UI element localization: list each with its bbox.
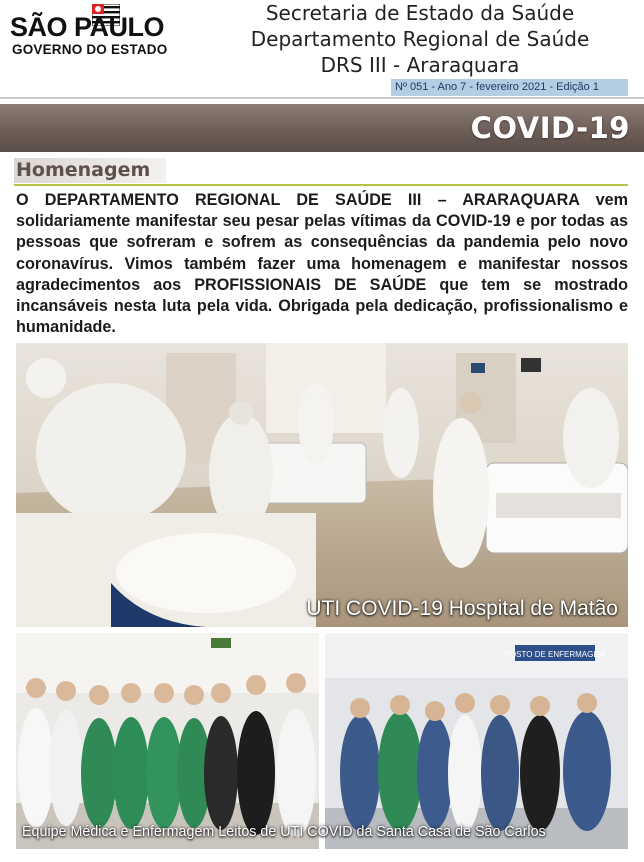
photo-team-left: [16, 633, 319, 849]
icu-scene-illustration: [16, 343, 628, 627]
photo-team-caption: Equipe Médica e Enfermagem Leitos de UTI COVID da Santa Casa de São Carlos: [22, 824, 546, 840]
section-divider: [14, 184, 628, 186]
covid-banner: [0, 104, 644, 152]
header-line-departamento: Departamento Regional de Saúde: [250, 27, 590, 51]
nursing-station-sign-text: POSTO DE ENFERMAGEM: [504, 650, 606, 659]
team-left-illustration: [16, 633, 319, 849]
logo-subtitle: GOVERNO DO ESTADO: [12, 42, 168, 57]
photo-icu-matao: [16, 343, 628, 627]
sao-paulo-logo: [8, 4, 198, 64]
section-title: Homenagem: [16, 159, 151, 181]
header-line-secretaria: Secretaria de Estado da Saúde: [265, 1, 575, 25]
header-line-drs: DRS III - Araraquara: [320, 53, 520, 77]
edition-info: Nº 051 - Ano 7 - fevereiro 2021 - Edição 1: [391, 79, 628, 96]
team-right-illustration: [325, 633, 628, 849]
header-titles: [205, 0, 635, 78]
header-divider: [0, 97, 644, 99]
photo-team-right: [325, 633, 628, 849]
photo-icu-caption: UTI COVID-19 Hospital de Matão: [306, 597, 618, 620]
homenagem-paragraph: O DEPARTAMENTO REGIONAL DE SAÚDE III – ARARAQUARA vem solidariamente manifestar seu pesar pelas vítimas da COVID-19 e por todas as pessoas que sofreram e sofrem as consequências da pandemia pelo novo coronavírus. Vimos também fazer uma homenagem e manifestar nossos agradecimentos aos PROFISSIONAIS DE SAÚDE que tem se mostrado incansáveis nesta luta pela vida. Obrigada pela dedicação, profissionalismo e humanidade.: [16, 191, 628, 337]
covid-banner-title: COVID-19: [470, 111, 630, 145]
logo-wordmark: SÃO PAULO: [10, 12, 165, 42]
